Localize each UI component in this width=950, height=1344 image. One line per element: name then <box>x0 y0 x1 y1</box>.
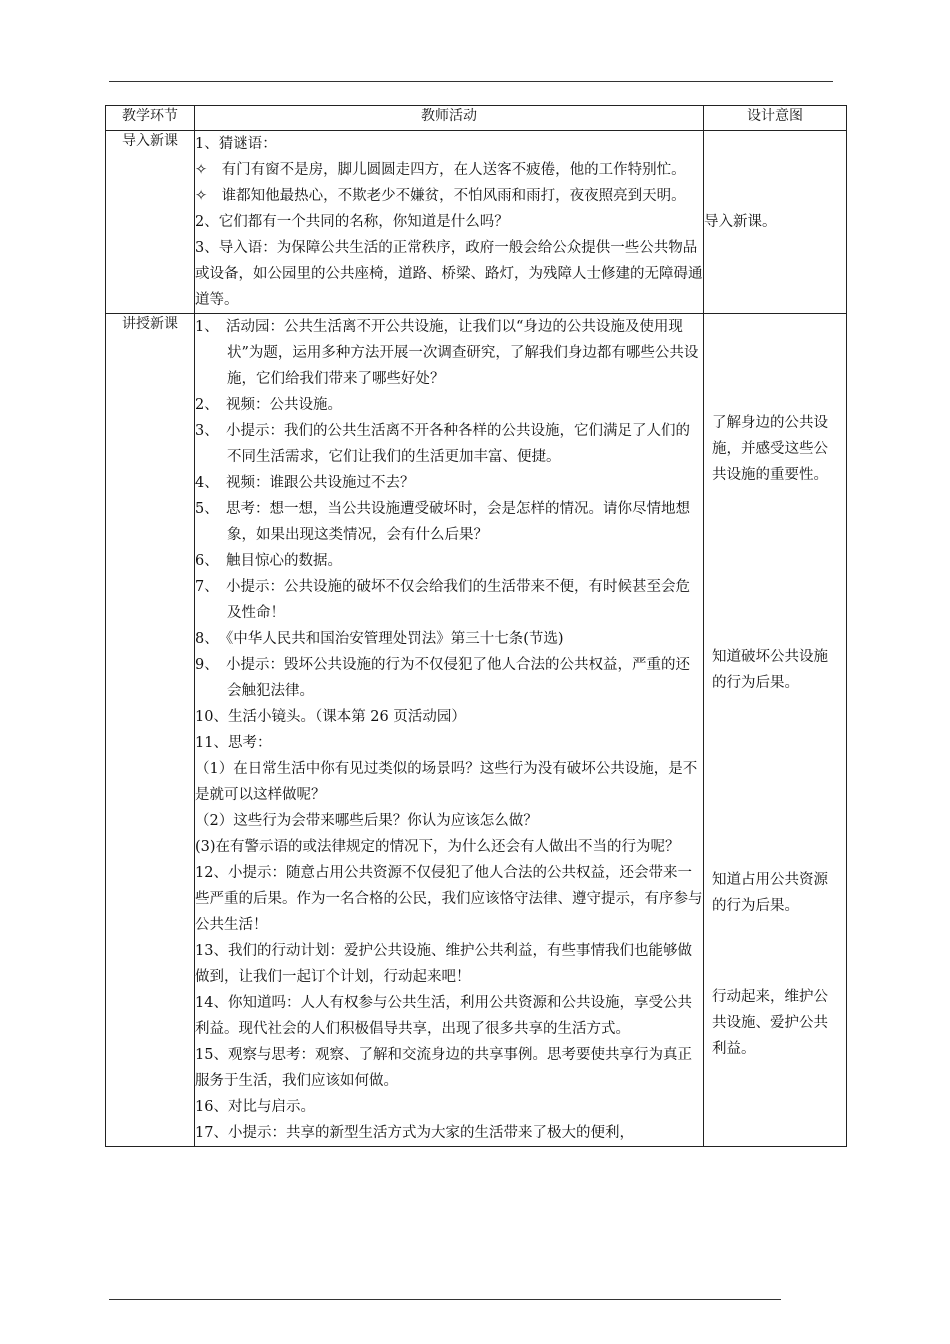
activity-line: 3、导入语：为保障公共生活的正常秩序，政府一般会给公众提供一些公共物品或设备，如公园里的公共座椅，道路、桥梁、路灯，为残障人士修建的无障碍通道等。 <box>195 240 703 308</box>
activity-line: 9、 小提示：毁坏公共设施的行为不仅侵犯了他人合法的公共权益，严重的还会触犯法律。 <box>195 657 690 699</box>
column-header-stage: 教学环节 <box>106 106 195 131</box>
activity-line: 13、我们的行动计划：爱护公共设施、维护公共利益，有些事情我们也能够做做到，让我们一起订个计划，行动起来吧！ <box>195 943 692 985</box>
activity-line: 15、观察与思考：观察、了解和交流身边的共享事例。思考要使共享行为真正服务于生活，我们应该如何做。 <box>195 1047 692 1089</box>
activity-line: 3、 小提示：我们的公共生活离不开各种各样的公共设施，它们满足了人们的不同生活需求，它们让我们的生活更加丰富、便捷。 <box>195 423 690 465</box>
stage-cell: 导入新课 <box>106 131 195 314</box>
activity-line: 1、 活动园：公共生活离不开公共设施，让我们以“身边的公共设施及使用现状”为题，运用多种方法开展一次调查研究，了解我们身边都有哪些公共设施，它们给我们带来了哪些好处？ <box>195 319 699 387</box>
intent-text: 行动起来，维护公共设施、爱护公共利益。 <box>712 989 828 1057</box>
table-row-teaching <box>106 314 847 1147</box>
header-rule <box>109 81 833 82</box>
stage-cell: 讲授新课 <box>106 314 195 1147</box>
intent-text: 导入新课。 <box>704 214 777 230</box>
intent-cell <box>704 314 847 1147</box>
intent-cell <box>704 131 847 314</box>
intent-text: 知道破坏公共设施的行为后果。 <box>712 649 828 691</box>
column-header-activity: 教师活动 <box>195 106 704 131</box>
activity-line: 10、生活小镜头。（课本第 26 页活动园） <box>195 709 466 725</box>
table-header-row <box>106 106 847 131</box>
activity-line: 8、 《中华人民共和国治安管理处罚法》第三十七条(节选) <box>195 631 564 647</box>
activity-line: 5、 思考：想一想，当公共设施遭受破坏时，会是怎样的情况。请你尽情地想象，如果出现这类情况，会有什么后果？ <box>195 501 690 543</box>
activity-cell <box>195 131 704 314</box>
activity-line: 2、它们都有一个共同的名称，你知道是什么吗？ <box>195 214 509 230</box>
activity-line: 14、你知道吗：人人有权参与公共生活，利用公共资源和公共设施，享受公共利益。现代社会的人们积极倡导共享，出现了很多共享的生活方式。 <box>195 995 692 1037</box>
activity-line: 11、思考： <box>195 735 272 751</box>
activity-line: 17、小提示：共享的新型生活方式为大家的生活带来了极大的便利， <box>195 1125 634 1141</box>
activity-cell <box>195 314 704 1147</box>
activity-line: 12、小提示：随意占用公共资源不仅侵犯了他人合法的公共权益，还会带来一些严重的后果。作为一名合格的公民，我们应该恪守法律、遵守提示，有序参与公共生活！ <box>195 865 703 933</box>
activity-line: （1）在日常生活中你有见过类似的场景吗？这些行为没有破坏公共设施，是不是就可以这样做呢？ <box>195 761 698 803</box>
intent-text: 了解身边的公共设施，并感受这些公共设施的重要性。 <box>712 415 828 483</box>
riddle-line: ✧ 谁都知他最热心，不欺老少不嫌贫，不怕风雨和雨打，夜夜照亮到天明。 <box>195 188 686 204</box>
activity-line: 16、对比与启示。 <box>195 1099 315 1115</box>
lesson-plan-table <box>105 105 847 1147</box>
activity-line: (3)在有警示语的或法律规定的情况下，为什么还会有人做出不当的行为呢？ <box>195 839 680 855</box>
footer-rule <box>109 1299 781 1300</box>
activity-line: 4、 视频：谁跟公共设施过不去？ <box>195 475 415 491</box>
activity-line: （2）这些行为会带来哪些后果？你认为应该怎么做？ <box>195 813 538 829</box>
activity-line: 2、 视频：公共设施。 <box>195 397 342 413</box>
activity-line: 1、猜谜语： <box>195 136 277 152</box>
column-header-intent: 设计意图 <box>704 106 847 131</box>
activity-line: 7、 小提示：公共设施的破坏不仅会给我们的生活带来不便，有时候甚至会危及性命！ <box>195 579 690 621</box>
intent-text: 知道占用公共资源的行为后果。 <box>712 872 828 914</box>
table-row-intro <box>106 131 847 314</box>
activity-line: 6、 触目惊心的数据。 <box>195 553 342 569</box>
riddle-line: ✧ 有门有窗不是房，脚儿圆圆走四方，在人送客不疲倦，他的工作特别忙。 <box>195 162 686 178</box>
